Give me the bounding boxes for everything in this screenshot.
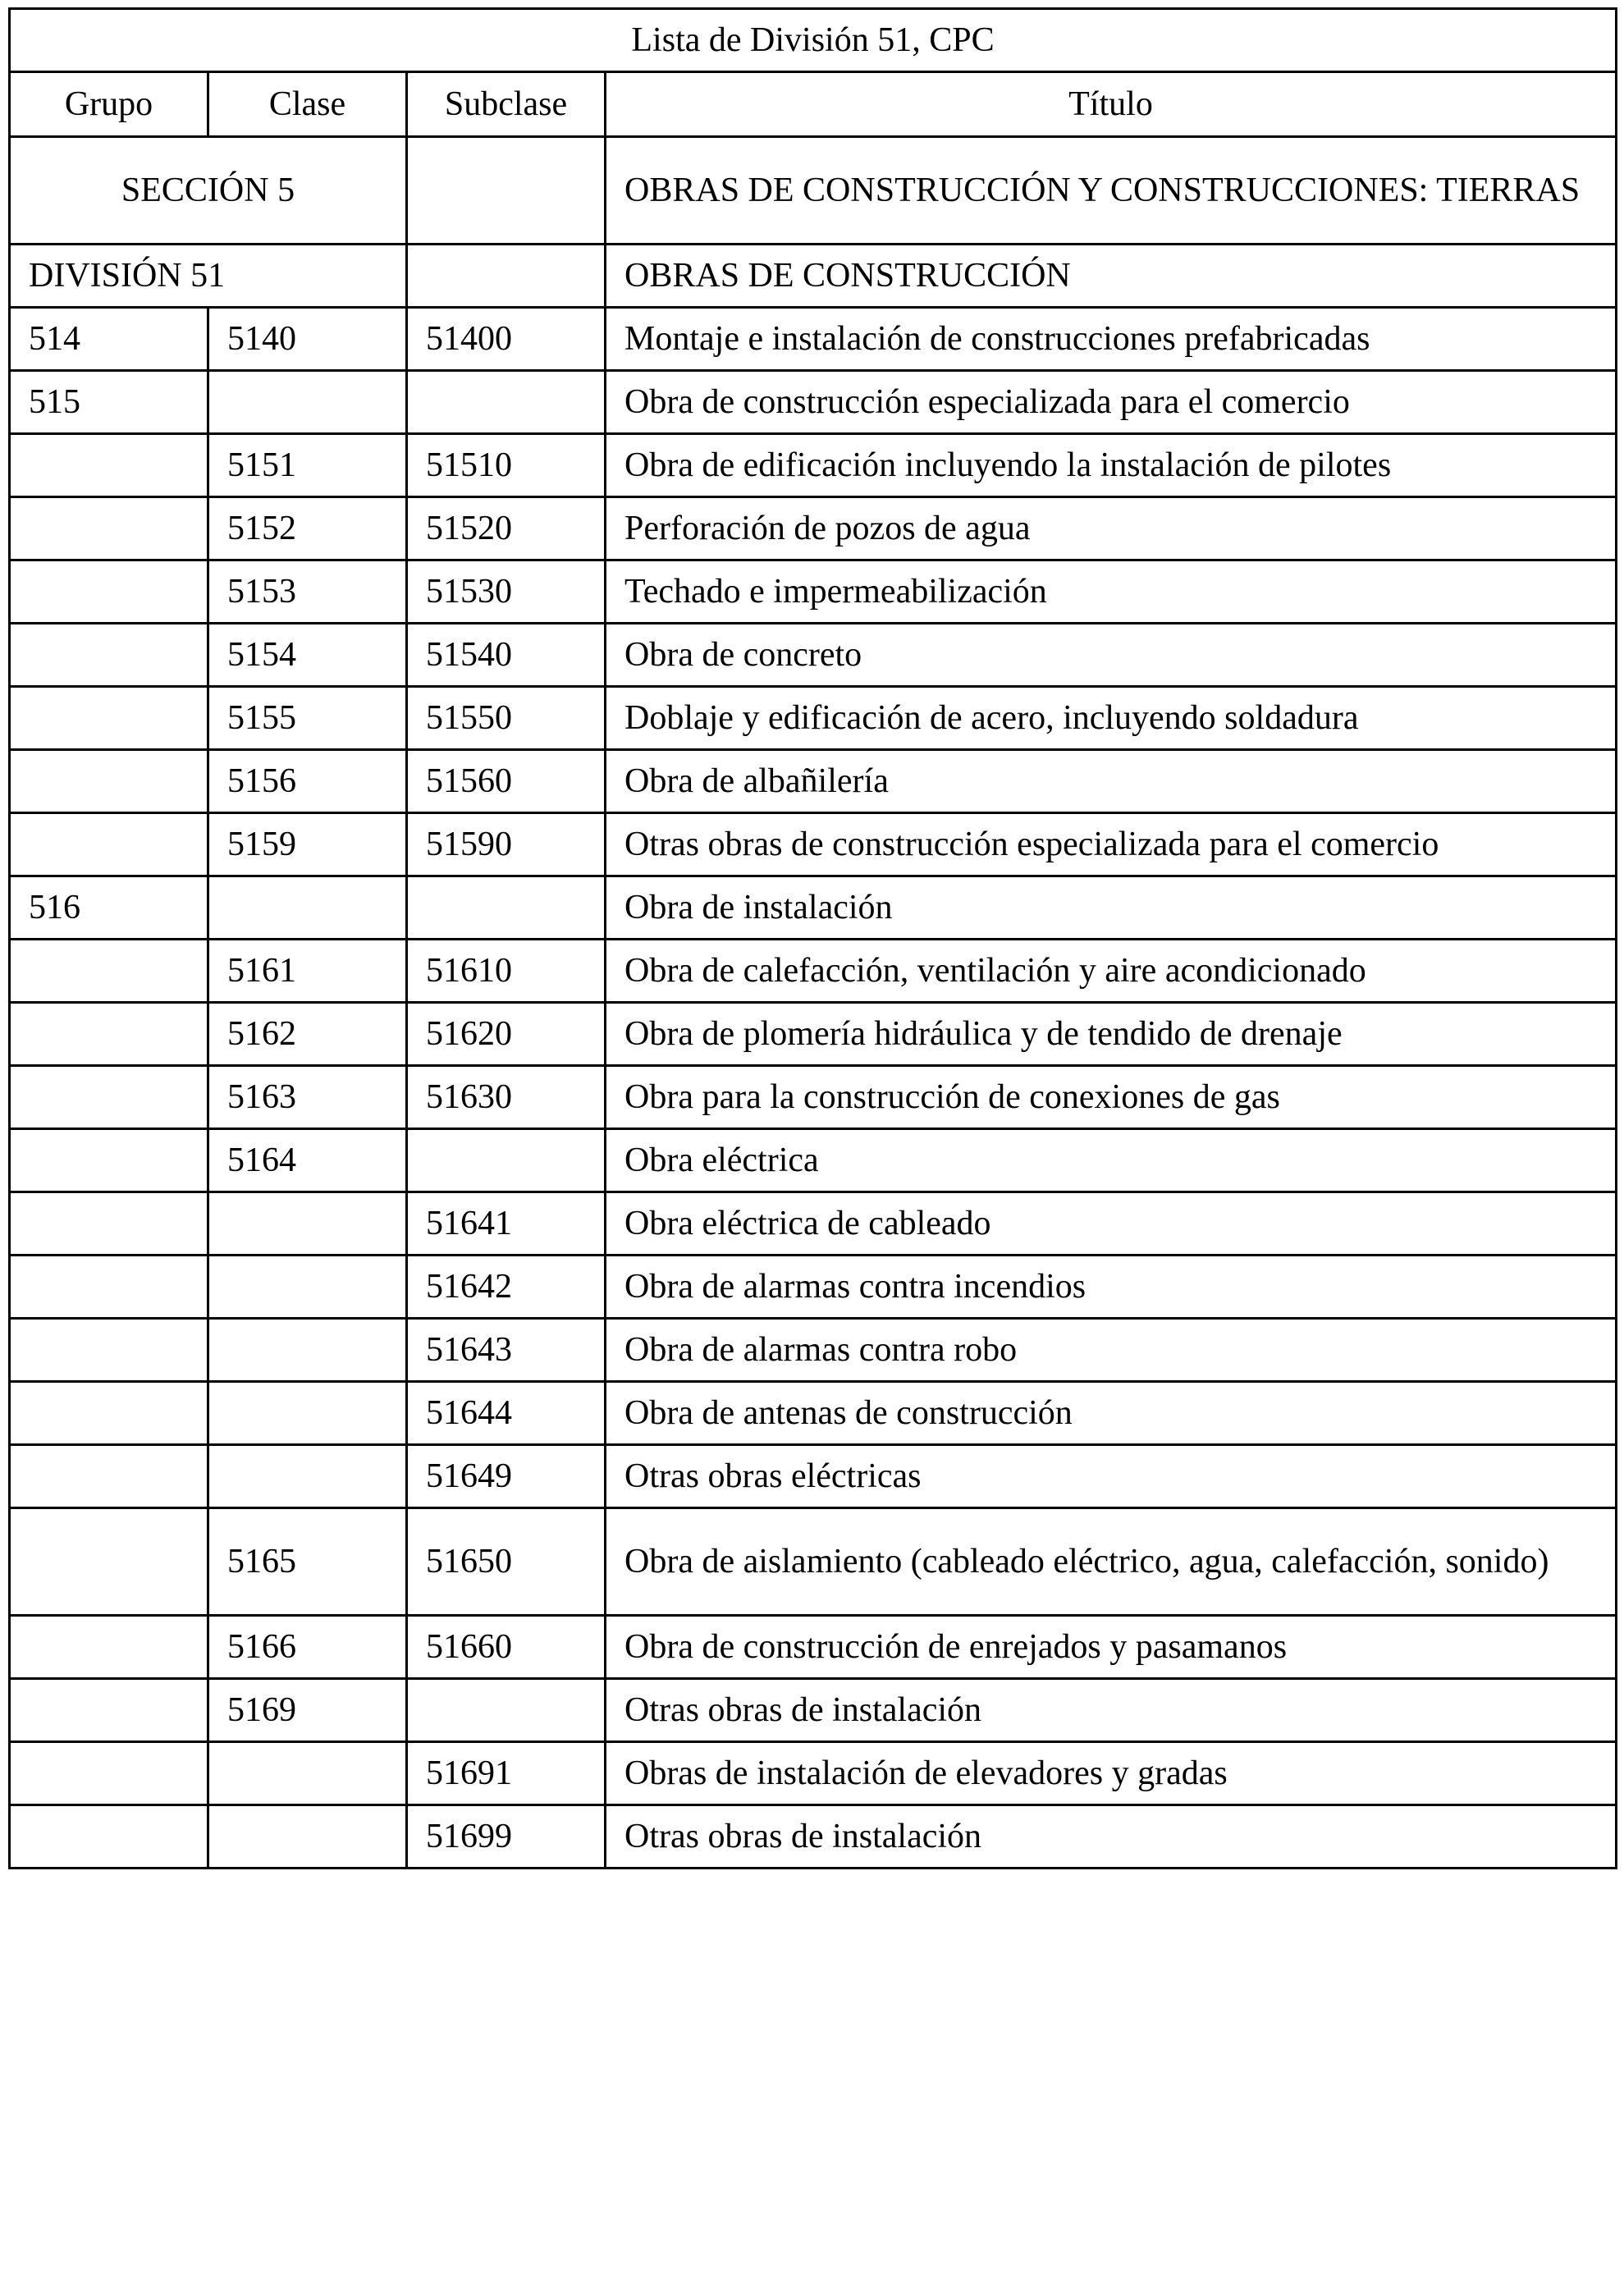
cell-clase: 5151 <box>208 434 407 497</box>
cell-subclase <box>407 371 606 434</box>
cell-clase: 5165 <box>208 1508 407 1616</box>
cell-subclase <box>407 245 606 308</box>
cell-clase: 5155 <box>208 687 407 750</box>
table-row <box>10 1129 1617 1192</box>
cell-titulo: Obra de construcción especializada para el comercio <box>606 371 1617 434</box>
table-row <box>10 308 1617 371</box>
cell-subclase: 51630 <box>407 1066 606 1129</box>
table-row <box>10 1508 1617 1616</box>
cell-grupo <box>10 1679 208 1742</box>
cell-grupo: 514 <box>10 308 208 371</box>
cell-grupo <box>10 1256 208 1319</box>
cell-titulo: OBRAS DE CONSTRUCCIÓN Y CONSTRUCCIONES: TIERRAS <box>606 137 1617 245</box>
table-row <box>10 1679 1617 1742</box>
cell-grupo <box>10 1066 208 1129</box>
cell-titulo: Obra de antenas de construcción <box>606 1382 1617 1445</box>
cell-clase <box>208 1805 407 1869</box>
cell-clase: 5166 <box>208 1616 407 1679</box>
cell-subclase: 51641 <box>407 1192 606 1256</box>
table-row <box>10 434 1617 497</box>
table-row <box>10 560 1617 624</box>
cell-titulo: Obra de plomería hidráulica y de tendido de drenaje <box>606 1003 1617 1066</box>
cell-clase <box>208 1192 407 1256</box>
cell-clase <box>208 1319 407 1382</box>
header-subclase: Subclase <box>407 72 606 137</box>
table-row <box>10 1616 1617 1679</box>
cell-subclase: 51620 <box>407 1003 606 1066</box>
cell-clase: 5169 <box>208 1679 407 1742</box>
table-row <box>10 497 1617 560</box>
cell-clase: 5140 <box>208 308 407 371</box>
header-clase: Clase <box>208 72 407 137</box>
cell-titulo: Otras obras de instalación <box>606 1679 1617 1742</box>
cell-subclase: 51530 <box>407 560 606 624</box>
cell-subclase: 51510 <box>407 434 606 497</box>
cell-clase <box>208 1742 407 1805</box>
table-row <box>10 876 1617 940</box>
cell-grupo: 516 <box>10 876 208 940</box>
cell-grupo: DIVISIÓN 51 <box>10 245 407 308</box>
cell-subclase: 51520 <box>407 497 606 560</box>
cell-titulo: Doblaje y edificación de acero, incluyendo soldadura <box>606 687 1617 750</box>
cell-titulo: Otras obras de instalación <box>606 1805 1617 1869</box>
cell-titulo: Otras obras eléctricas <box>606 1445 1617 1508</box>
cell-grupo <box>10 813 208 876</box>
cell-titulo: Obra de instalación <box>606 876 1617 940</box>
cell-clase <box>208 371 407 434</box>
cell-subclase: 51610 <box>407 940 606 1003</box>
cell-subclase: 51400 <box>407 308 606 371</box>
table-row <box>10 245 1617 308</box>
table-header-row <box>10 72 1617 137</box>
cell-clase: 5153 <box>208 560 407 624</box>
cell-titulo: Otras obras de construcción especializada para el comercio <box>606 813 1617 876</box>
cell-grupo: 515 <box>10 371 208 434</box>
table-row <box>10 1445 1617 1508</box>
cell-subclase: 51650 <box>407 1508 606 1616</box>
cell-titulo: Obra de calefacción, ventilación y aire acondicionado <box>606 940 1617 1003</box>
cell-titulo: OBRAS DE CONSTRUCCIÓN <box>606 245 1617 308</box>
cell-subclase <box>407 1129 606 1192</box>
cell-subclase: 51691 <box>407 1742 606 1805</box>
cell-clase <box>208 1445 407 1508</box>
cell-subclase: 51649 <box>407 1445 606 1508</box>
cpc-division-table <box>8 7 1617 1869</box>
cell-titulo: Obra de construcción de enrejados y pasamanos <box>606 1616 1617 1679</box>
cell-grupo <box>10 1508 208 1616</box>
cell-grupo <box>10 1742 208 1805</box>
cell-subclase: 51642 <box>407 1256 606 1319</box>
table-row <box>10 1003 1617 1066</box>
cell-grupo <box>10 1805 208 1869</box>
cell-subclase: 51540 <box>407 624 606 687</box>
table-row <box>10 1256 1617 1319</box>
table-row <box>10 1805 1617 1869</box>
cell-titulo: Obra eléctrica <box>606 1129 1617 1192</box>
cell-subclase: 51660 <box>407 1616 606 1679</box>
cell-titulo: Obras de instalación de elevadores y gradas <box>606 1742 1617 1805</box>
cell-clase: 5152 <box>208 497 407 560</box>
cell-clase: 5161 <box>208 940 407 1003</box>
cell-subclase <box>407 876 606 940</box>
cell-grupo: SECCIÓN 5 <box>10 137 407 245</box>
cell-grupo <box>10 434 208 497</box>
cell-clase: 5164 <box>208 1129 407 1192</box>
cell-subclase: 51590 <box>407 813 606 876</box>
cell-titulo: Obra de aislamiento (cableado eléctrico, agua, calefacción, sonido) <box>606 1508 1617 1616</box>
cell-grupo <box>10 1382 208 1445</box>
table-row <box>10 137 1617 245</box>
cell-subclase: 51699 <box>407 1805 606 1869</box>
cell-titulo: Obra de alarmas contra incendios <box>606 1256 1617 1319</box>
cell-clase: 5159 <box>208 813 407 876</box>
table-row <box>10 813 1617 876</box>
table-row <box>10 940 1617 1003</box>
cell-clase <box>208 1256 407 1319</box>
table-row <box>10 371 1617 434</box>
cell-grupo <box>10 1616 208 1679</box>
cell-grupo <box>10 624 208 687</box>
cell-clase: 5163 <box>208 1066 407 1129</box>
cell-subclase: 51644 <box>407 1382 606 1445</box>
cell-subclase <box>407 1679 606 1742</box>
table-row <box>10 1742 1617 1805</box>
cell-titulo: Perforación de pozos de agua <box>606 497 1617 560</box>
cell-titulo: Obra de concreto <box>606 624 1617 687</box>
header-titulo: Título <box>606 72 1617 137</box>
cell-grupo <box>10 940 208 1003</box>
cell-titulo: Montaje e instalación de construcciones prefabricadas <box>606 308 1617 371</box>
table-row <box>10 1319 1617 1382</box>
cell-clase: 5162 <box>208 1003 407 1066</box>
table-row <box>10 624 1617 687</box>
cell-titulo: Obra eléctrica de cableado <box>606 1192 1617 1256</box>
header-grupo: Grupo <box>10 72 208 137</box>
table-row <box>10 1192 1617 1256</box>
cell-clase <box>208 876 407 940</box>
cell-grupo <box>10 1192 208 1256</box>
cell-clase <box>208 1382 407 1445</box>
cell-grupo <box>10 1445 208 1508</box>
cell-grupo <box>10 687 208 750</box>
cell-clase: 5156 <box>208 750 407 813</box>
cell-subclase: 51643 <box>407 1319 606 1382</box>
table-title-row <box>10 9 1617 72</box>
cell-grupo <box>10 750 208 813</box>
table-row <box>10 1066 1617 1129</box>
cell-titulo: Obra de alarmas contra robo <box>606 1319 1617 1382</box>
cell-titulo: Techado e impermeabilización <box>606 560 1617 624</box>
cell-grupo <box>10 1003 208 1066</box>
cell-subclase <box>407 137 606 245</box>
cell-grupo <box>10 497 208 560</box>
cell-titulo: Obra de albañilería <box>606 750 1617 813</box>
cell-titulo: Obra de edificación incluyendo la instalación de pilotes <box>606 434 1617 497</box>
cell-titulo: Obra para la construcción de conexiones de gas <box>606 1066 1617 1129</box>
cell-grupo <box>10 1319 208 1382</box>
cell-clase: 5154 <box>208 624 407 687</box>
cell-subclase: 51560 <box>407 750 606 813</box>
cell-subclase: 51550 <box>407 687 606 750</box>
table-row <box>10 750 1617 813</box>
cell-grupo <box>10 1129 208 1192</box>
cell-grupo <box>10 560 208 624</box>
table-title: Lista de División 51, CPC <box>10 9 1617 72</box>
table-row <box>10 687 1617 750</box>
table-row <box>10 1382 1617 1445</box>
